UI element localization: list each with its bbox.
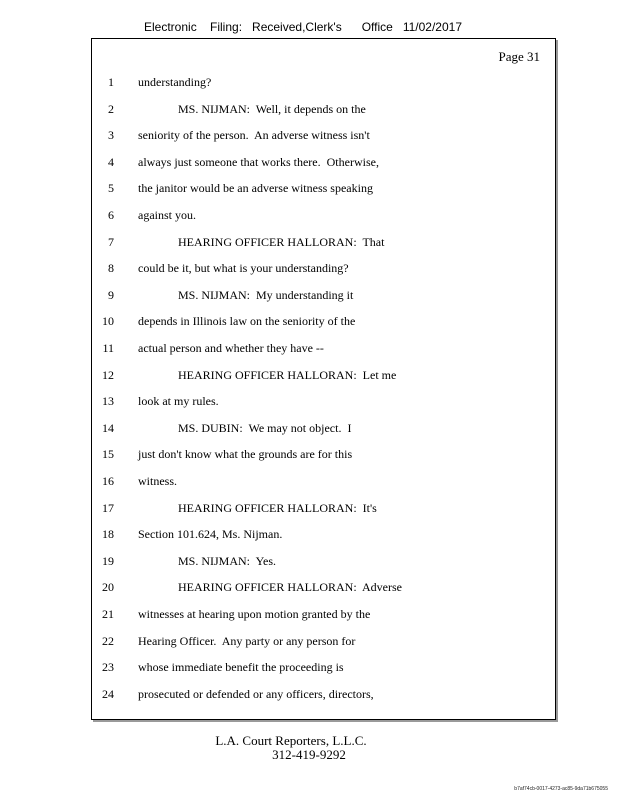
- transcript-line: the janitor would be an adverse witness speaking: [138, 181, 373, 195]
- line-number: 22: [102, 634, 114, 648]
- transcript-line: against you.: [138, 208, 196, 222]
- transcript-line: MS. DUBIN: We may not object. I: [178, 421, 352, 435]
- transcript-line: understanding?: [138, 75, 212, 89]
- line-number: 4: [108, 155, 114, 169]
- line-number: 6: [108, 208, 114, 222]
- page-number: Page 31: [498, 49, 540, 64]
- line-number: 16: [102, 474, 114, 488]
- transcript-line: actual person and whether they have --: [138, 341, 324, 355]
- line-number: 15: [102, 447, 114, 461]
- reporter-company: L.A. Court Reporters, L.L.C.: [215, 733, 367, 748]
- transcript-line: whose immediate benefit the proceeding is: [138, 660, 344, 674]
- transcript-line: prosecuted or defended or any officers, directors,: [138, 687, 374, 701]
- line-number: 8: [108, 261, 114, 275]
- line-number: 3: [108, 128, 114, 142]
- transcript-line: HEARING OFFICER HALLORAN: Adverse: [178, 580, 402, 594]
- line-number: 12: [102, 368, 114, 382]
- line-number: 2: [108, 102, 114, 116]
- line-number: 21: [102, 607, 114, 621]
- line-number: 7: [108, 235, 114, 249]
- line-number: 19: [102, 554, 114, 568]
- document-hash: b7af74cb-0017-4273-ac85-9da71b675055: [514, 786, 608, 792]
- reporter-phone: 312-419-9292: [272, 747, 346, 762]
- line-number: 14: [102, 421, 114, 435]
- transcript-line: MS. NIJMAN: Yes.: [178, 554, 277, 568]
- line-number: 11: [102, 341, 114, 355]
- line-number: 10: [102, 314, 114, 328]
- line-number: 5: [108, 181, 114, 195]
- filing-stamp: Electronic Filing: Received,Clerk's Office 11/02/2017: [144, 20, 462, 34]
- line-number: 24: [102, 687, 114, 701]
- transcript-line: could be it, but what is your understanding?: [138, 261, 349, 275]
- transcript-line: always just someone that works there. Otherwise,: [138, 155, 379, 169]
- transcript-line: depends in Illinois law on the seniority of the: [138, 314, 356, 328]
- line-number: 9: [108, 288, 114, 302]
- transcript-line: MS. NIJMAN: My understanding it: [178, 288, 354, 302]
- transcript-line: just don't know what the grounds are for this: [138, 447, 353, 461]
- transcript-line: HEARING OFFICER HALLORAN: Let me: [178, 368, 397, 382]
- line-number: 23: [102, 660, 114, 674]
- transcript-line: witnesses at hearing upon motion granted by the: [138, 607, 371, 621]
- transcript-line: look at my rules.: [138, 394, 219, 408]
- line-number: 1: [108, 75, 114, 89]
- transcript-line: witness.: [138, 474, 177, 488]
- line-number: 17: [102, 501, 114, 515]
- transcript-line: HEARING OFFICER HALLORAN: It's: [178, 501, 377, 515]
- transcript-line: Hearing Officer. Any party or any person for: [138, 634, 356, 648]
- line-number: 20: [102, 580, 114, 594]
- transcript-line: MS. NIJMAN: Well, it depends on the: [178, 102, 366, 116]
- line-number: 13: [102, 394, 114, 408]
- transcript-line: HEARING OFFICER HALLORAN: That: [178, 235, 385, 249]
- transcript-line: seniority of the person. An adverse witness isn't: [138, 128, 370, 142]
- transcript-line: Section 101.624, Ms. Nijman.: [138, 527, 283, 541]
- line-number: 18: [102, 527, 114, 541]
